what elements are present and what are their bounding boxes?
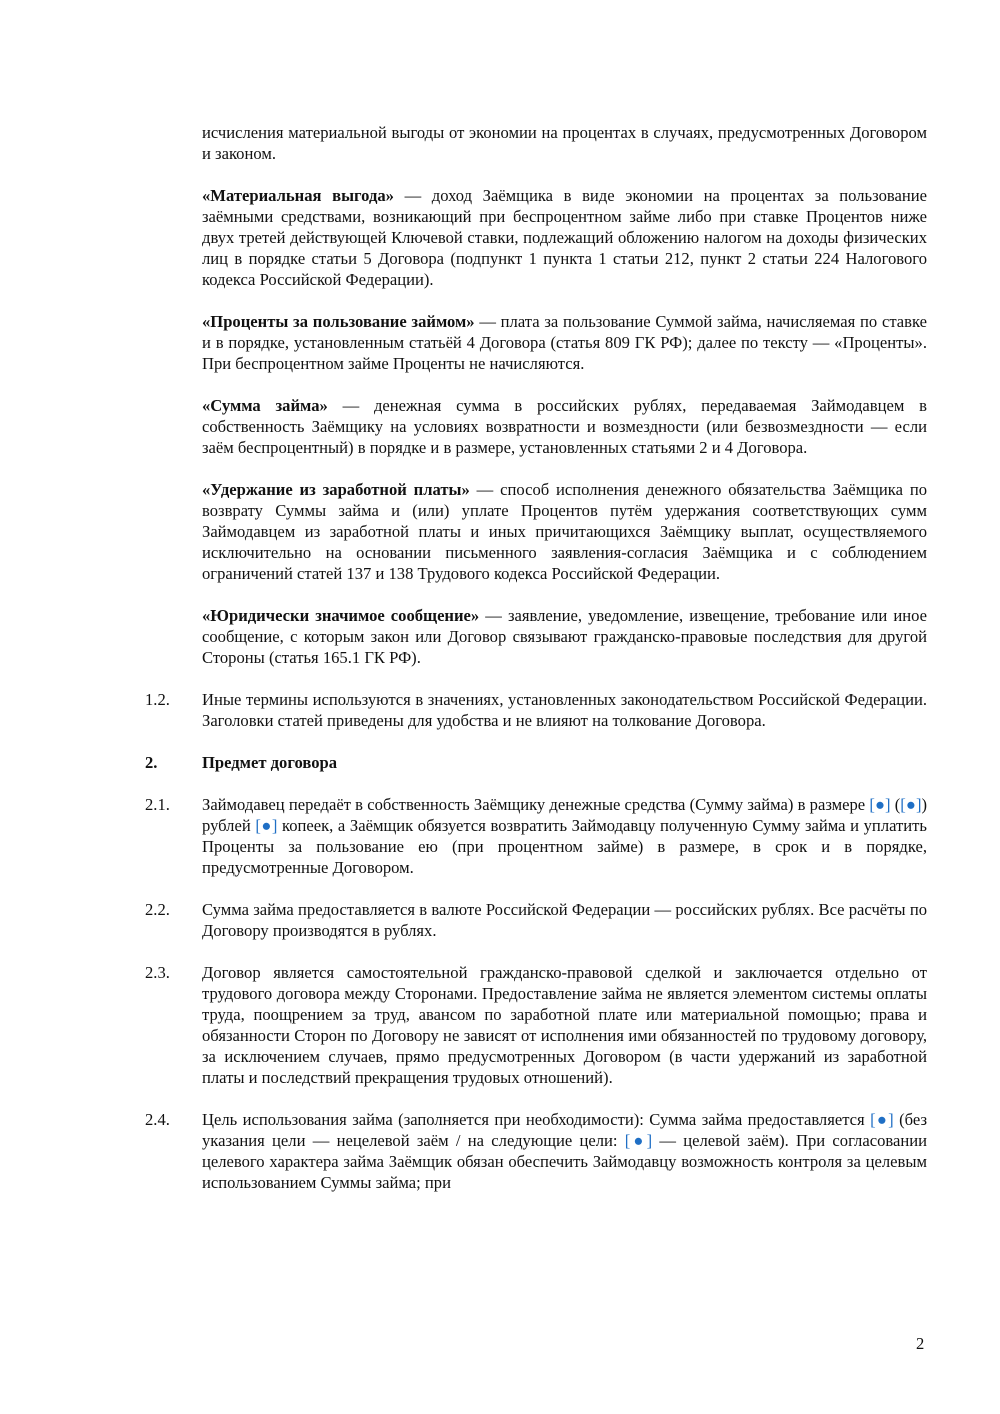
clause-2-4: [145, 1109, 927, 1193]
clause-number: 2.1.: [145, 795, 170, 814]
clause-number: 2.2.: [145, 900, 170, 919]
clause-2-2: [145, 899, 927, 941]
clause-1-2: [145, 689, 927, 731]
definition-term: «Удержание из заработной платы»: [202, 480, 470, 499]
definition-text: — денежная сумма в российских рублях, передаваемая Займодавцем в собственность Заёмщику на условиях возвратности и возмездности (или безвозмездности — если заём беспроцентный) в порядке и в размере, установленных статьями 2 и 4 Договора.: [202, 396, 927, 457]
section-number: 2.: [145, 753, 158, 772]
placeholder-field[interactable]: [●]: [869, 795, 891, 814]
placeholder-field[interactable]: [●]: [870, 1110, 894, 1129]
definition-text: — способ исполнения денежного обязательства Заёмщика по возврату Суммы займа и (или) уплате Процентов путём удержания соответствующих сумм Займодавцем из заработной платы и иных причитающихся Заёмщику выплат, осуществляемого исключительно на основании письменного заявления-согласия Заёмщика и с соблюдением ограничений статей 137 и 138 Трудового кодекса Российской Федерации.: [202, 480, 927, 583]
clause-2-3: [145, 962, 927, 1088]
clause-text: [202, 794, 927, 878]
clause-2-1: [145, 794, 927, 878]
definition-text: — заявление, уведомление, извещение, требование или иное сообщение, с которым закон или Договор связывают гражданско-правовые последствия для другой Стороны (статья 165.1 ГК РФ).: [202, 606, 927, 667]
definition-term: «Материальная выгода»: [202, 186, 394, 205]
definition-term: «Юридически значимое сообщение»: [202, 606, 480, 625]
placeholder-field[interactable]: [●]: [624, 1131, 653, 1150]
section-heading-2: [145, 752, 927, 773]
placeholder-field[interactable]: [●]: [255, 816, 278, 835]
definition-material-benefit: [202, 185, 927, 290]
definition-interest: [202, 311, 927, 374]
clause-text: Договор является самостоятельной гражданско-правовой сделкой и заключается отдельно от трудового договора между Сторонами. Предоставление займа не является элементом системы оплаты труда, поощрением за труд, авансом по заработной плате или материальной помощью; права и обязанности Сторон по Договору не зависят от исполнения ими обязанностей по трудовому договору, за исключением случаев, прямо предусмотренных Договором (в части удержаний из заработной платы и последствий прекращения трудовых отношений).: [202, 963, 927, 1087]
clause-number: 2.3.: [145, 963, 170, 982]
definition-salary-deduction: [202, 479, 927, 584]
definition-text: — плата за пользование Суммой займа, начисляемая по ставке и в порядке, установленным статьёй 4 Договора (статья 809 ГК РФ); далее по тексту — «Проценты». При беспроцентном займе Проценты не начисляются.: [202, 312, 927, 373]
page-number: 2: [916, 1334, 925, 1353]
definition-loan-amount: [202, 395, 927, 458]
clause-text-part: копеек, а Заёмщик обязуется возвратить Займодавцу полученную Сумму займа и уплатить Проценты за пользование ею (при процентном займе) в размере, в срок и в порядке, предусмотренные Договором.: [202, 816, 927, 877]
document-body: [145, 122, 927, 1214]
clause-text-part: (: [890, 795, 901, 814]
clause-text-part: Цель использования займа (заполняется при необходимости): Сумма займа предоставляется: [202, 1110, 871, 1129]
continued-paragraph: исчисления материальной выгоды от экономии на процентах в случаях, предусмотренных Договором и законом.: [202, 123, 927, 163]
clause-text: Иные термины используются в значениях, установленных законодательством Российской Федерации. Заголовки статей приведены для удобства и не влияют на толкование Договора.: [202, 690, 927, 730]
clause-text-part: Займодавец передаёт в собственность Заёмщику денежные средства (Сумму займа) в размере: [202, 795, 870, 814]
definition-legal-message: [202, 605, 927, 668]
clause-number: 1.2.: [145, 690, 170, 709]
section-title: Предмет договора: [202, 753, 338, 772]
definition-term: «Сумма займа»: [202, 396, 328, 415]
clause-text-part: ) рублей: [202, 795, 928, 835]
definition-term: «Проценты за пользование займом»: [202, 312, 475, 331]
placeholder-field[interactable]: [●]: [900, 795, 922, 814]
clause-text: Сумма займа предоставляется в валюте Российской Федерации — российских рублях. Все расчёты по Договору производятся в рублях.: [202, 900, 927, 940]
clause-text-part: (без указания цели — нецелевой заём / на следующие цели:: [202, 1110, 928, 1150]
definition-text: — доход Заёмщика в виде экономии на процентах за пользование заёмными средствами, возникающий при беспроцентном займе либо при ставке Процентов ниже двух третей действующей Ключевой ставки, подлежащий обложению налогом на доходы физических лиц в порядке статьи 5 Договора (подпункт 1 пункта 1 статьи 212, пункт 2 статьи 224 Налогового кодекса Российской Федерации).: [202, 186, 927, 289]
clause-text-part: — целевой заём). При согласовании целевого характера займа Заёмщик обязан обеспечить Займодавцу возможность контроля за целевым использованием Суммы займа; при: [202, 1131, 927, 1192]
clause-text: [202, 1109, 927, 1193]
clause-number: 2.4.: [145, 1110, 170, 1129]
